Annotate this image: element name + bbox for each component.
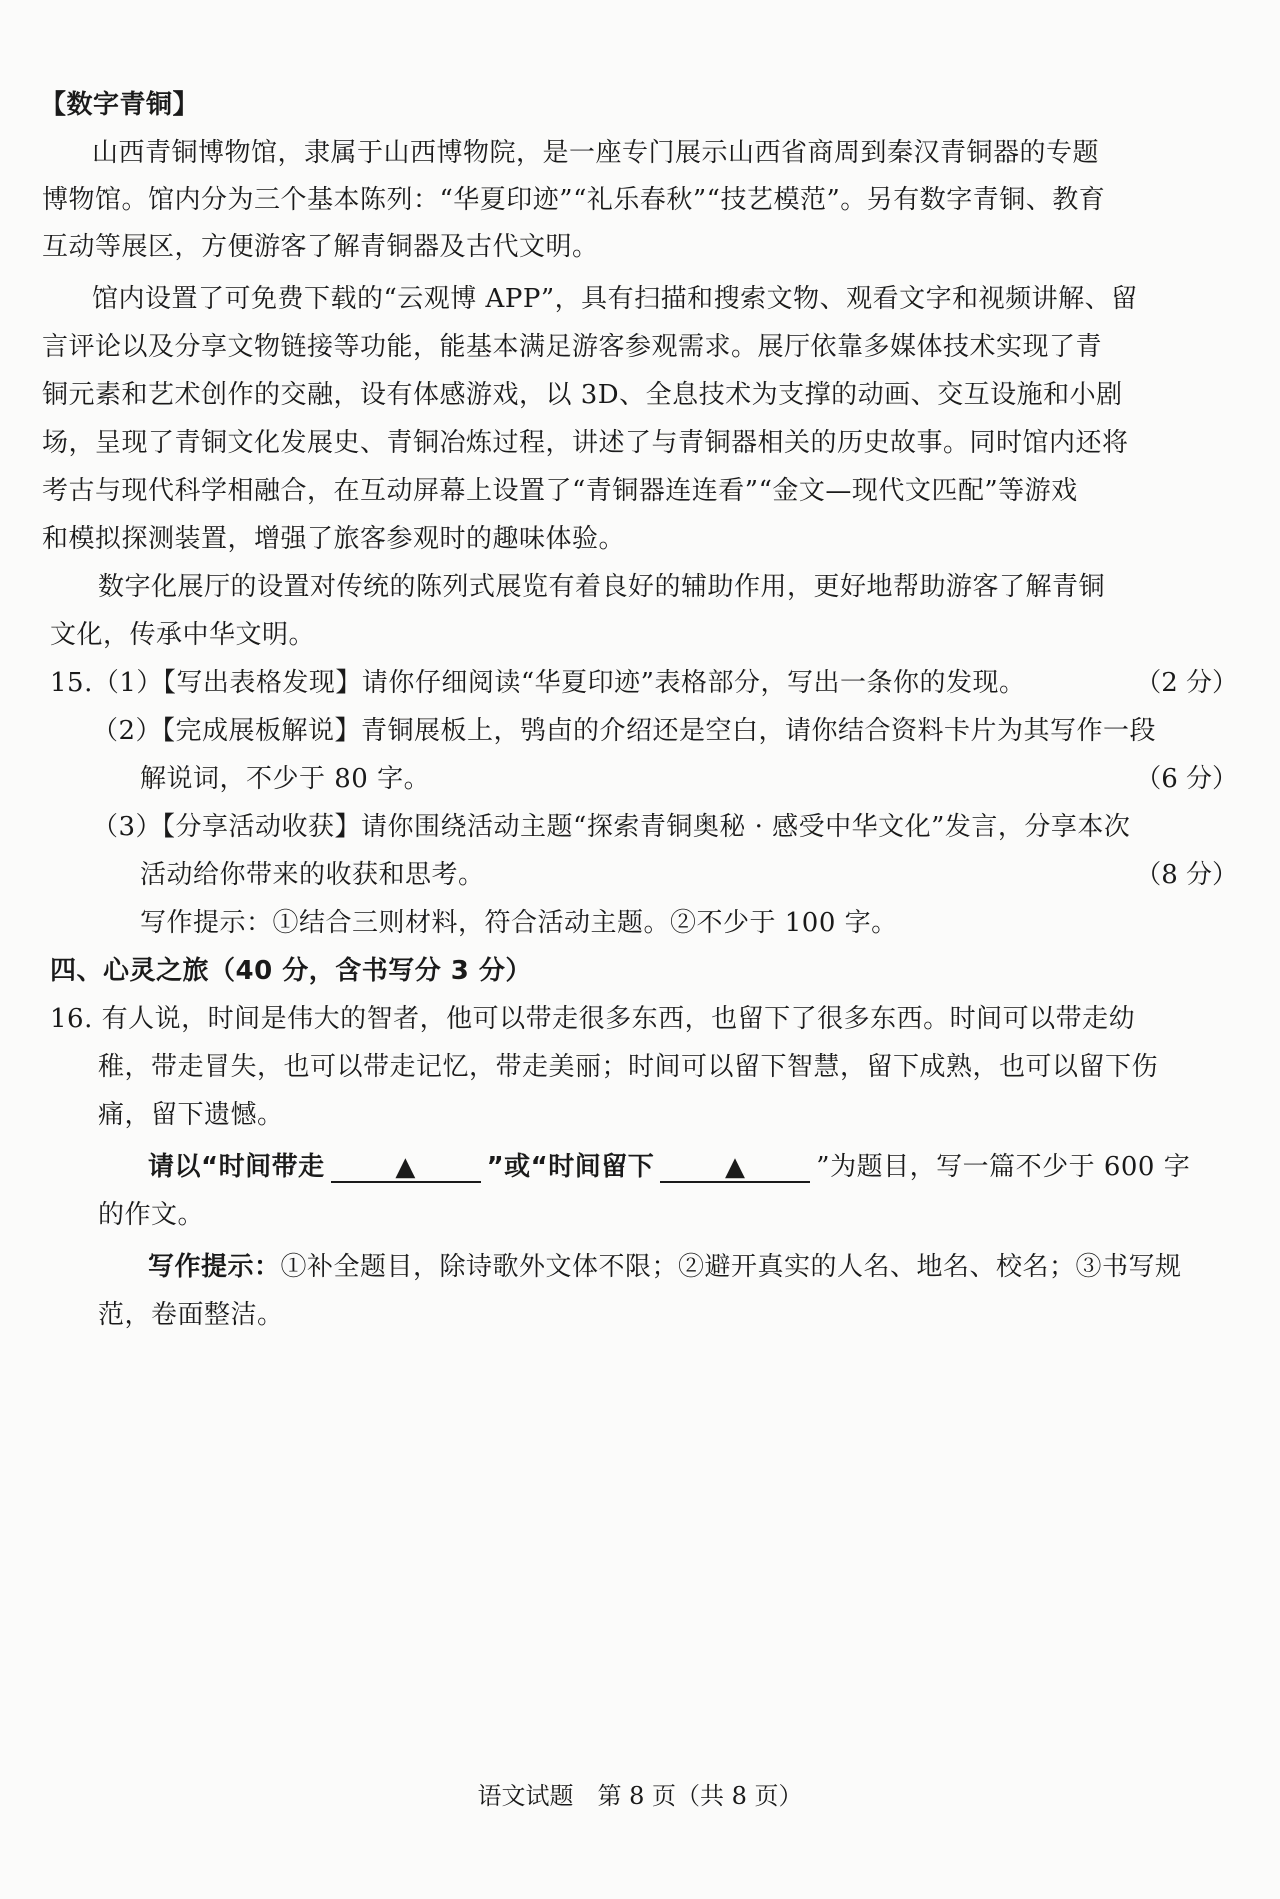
section4-heading: 四、心灵之旅（40 分，含书写分 3 分）: [50, 956, 532, 986]
q16-hint-line1: ①补全题目，除诗歌外文体不限；②避开真实的人名、地名、校名；③书写规: [280, 1252, 1182, 1282]
passage-line: 考古与现代科学相融合，在互动屏幕上设置了“青铜器连连看”“金文—现代文匹配”等游戏: [42, 476, 1078, 506]
q15-part3-line1: （3）【分享活动收获】请你围绕活动主题“探索青铜奥秘 · 感受中华文化”发言，分享本次: [92, 812, 1131, 842]
q16-prompt-mid: ”或“时间留下: [486, 1152, 655, 1182]
title-blank-2: [660, 1153, 810, 1183]
q15-part1-score: （2 分）: [1135, 668, 1238, 698]
q15-part3-score: （8 分）: [1135, 860, 1238, 890]
q16-prompt-suffix: ”为题目，写一篇不少于 600 字: [816, 1152, 1191, 1182]
triangle-marker-icon: ▲: [395, 1152, 416, 1182]
passage-line: 互动等展区，方便游客了解青铜器及古代文明。: [42, 232, 599, 262]
q16-line: 痛，留下遗憾。: [98, 1100, 284, 1130]
passage-line: 文化，传承中华文明。: [50, 620, 316, 650]
q16-hint-label: 写作提示：: [148, 1252, 281, 1282]
passage-line: 场，呈现了青铜文化发展史、青铜冶炼过程，讲述了与青铜器相关的历史故事。同时馆内还将: [42, 428, 1129, 458]
q16-hint-line2: 范，卷面整洁。: [98, 1300, 284, 1330]
q15-part2-line2: 解说词，不少于 80 字。: [140, 764, 431, 794]
page-footer: 语文试题 第 8 页（共 8 页）: [477, 1782, 803, 1810]
q16-hint: [148, 1250, 1182, 1284]
q15-part2-line1: （2）【完成展板解说】青铜展板上，鸮卣的介绍还是空白，请你结合资料卡片为其写作一段: [92, 716, 1157, 746]
q16-prompt: [148, 1150, 1190, 1184]
section-heading: 【数字青铜】: [40, 90, 200, 120]
q15-part3-line2: 活动给你带来的收获和思考。: [140, 860, 485, 890]
triangle-marker-icon: ▲: [725, 1152, 746, 1182]
passage-line: 山西青铜博物馆，隶属于山西博物院，是一座专门展示山西省商周到秦汉青铜器的专题: [92, 138, 1100, 168]
passage-line: 馆内设置了可免费下载的“云观博 APP”，具有扫描和搜索文物、观看文字和视频讲解、留: [92, 284, 1138, 314]
title-blank-1: [331, 1153, 481, 1183]
q15-part1-text: 15.（1）【写出表格发现】请你仔细阅读“华夏印迹”表格部分，写出一条你的发现。: [50, 668, 1026, 698]
passage-line: 铜元素和艺术创作的交融，设有体感游戏，以 3D、全息技术为支撑的动画、交互设施和小剧: [42, 380, 1123, 410]
passage-line: 数字化展厅的设置对传统的陈列式展览有着良好的辅助作用，更好地帮助游客了解青铜: [98, 572, 1106, 602]
q16-prompt-prefix: 请以“时间带走: [148, 1152, 325, 1182]
passage-line: 和模拟探测装置，增强了旅客参观时的趣味体验。: [42, 524, 626, 554]
q16-line: 稚，带走冒失，也可以带走记忆，带走美丽；时间可以留下智慧，留下成熟，也可以留下伤: [98, 1052, 1159, 1082]
q15-writing-hint: 写作提示：①结合三则材料，符合活动主题。②不少于 100 字。: [140, 908, 898, 938]
q16-line: 16. 有人说，时间是伟大的智者，他可以带走很多东西，也留下了很多东西。时间可以带走幼: [50, 1004, 1136, 1034]
passage-line: 言评论以及分享文物链接等功能，能基本满足游客参观需求。展厅依靠多媒体技术实现了青: [42, 332, 1103, 362]
q16-prompt-line2: 的作文。: [98, 1200, 205, 1230]
q15-part2-score: （6 分）: [1135, 764, 1238, 794]
passage-line: 博物馆。馆内分为三个基本陈列：“华夏印迹”“礼乐春秋”“技艺模范”。另有数字青铜、教育: [42, 185, 1106, 215]
